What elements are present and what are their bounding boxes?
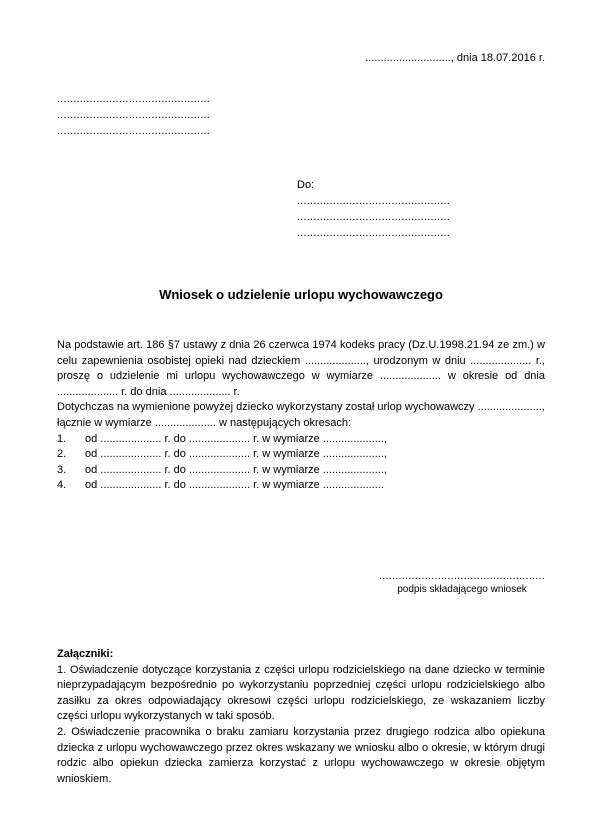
document-title: Wniosek o udzielenie urlopu wychowawczego [159,287,443,302]
period-number: 2. [57,448,67,461]
period-row [57,432,545,448]
recipient-label: Do: [297,179,315,191]
attachment-item: 2. Oświadczenie pracownika o braku zamiaru korzystania przez drugiego rodzica albo opiekuna dziecka z urlopu wychowawczego przez okres wskazany we wniosku albo o okresie, w którym drugi rodzic albo opiekun dziecka zamierza korzystać z urlopu wychowawczego w okresie objętym wnioskiem. [57,725,545,785]
period-row [57,463,545,479]
attachment-item: 1. Oświadczenie dotyczące korzystania z części urlopu rodzicielskiego na dane dziecko w terminie nieprzypadającym bezpośrednio po wykorzystaniu poprzedniej części urlopu rodzicielskiego albo zasiłku za okres odpowiadający okresowi części urlopu rodzicielskiego, ze wskazaniem liczby części urlopu wykorzystanych w taki sposób. [57,663,545,723]
sender-dotted-line: ............................................... [57,109,211,121]
signature-dotted-line: ................................................... [379,569,546,582]
periods-list [57,432,545,494]
attachments-block [57,647,545,787]
paragraph-legal-basis: Na podstawie art. 186 §7 ustawy z dnia 26 czerwca 1974 kodeks pracy (Dz.U.1998.21.94 ze zm.) w celu zapewnienia osobistej opieki nad dzieckiem ...................., urodzonym w dniu .................... r., proszę o udzielenie mi urlopu wychowawczego w wymiarze .................... w okresie od dnia .................... r. do dnia .................... r. [57,339,545,398]
period-number: 4. [57,479,67,492]
recipient-dotted-line: ............................................... [297,211,451,223]
period-number: 1. [57,432,67,445]
signature-label: podpis składającego wniosek [397,583,527,595]
paragraph-usage-intro: Dotychczas na wymienione powyżej dziecko wykorzystany został urlop wychowawczy ....................., łącznie w wymiarze .................... w następujących okresach: [57,401,545,429]
recipient-dotted-line: ............................................... [297,227,451,239]
signature-block [379,570,545,597]
sender-dotted-line: ............................................... [57,125,211,137]
period-text: od .................... r. do .................... r. w wymiarze ...................., [85,448,387,461]
period-text: od .................... r. do .................... r. w wymiarze ...................., [85,432,387,445]
sender-block [57,91,545,139]
date-line: ............................, dnia 18.07.2016 r. [365,52,545,64]
period-row [57,447,545,463]
period-text: od .................... r. do .................... r. w wymiarze ...................., [85,463,387,476]
attachments-heading: Załączniki: [57,647,114,660]
recipient-dotted-line: ............................................... [297,195,451,207]
sender-dotted-line: ............................................... [57,93,211,105]
period-text: od .................... r. do .................... r. w wymiarze .................... [85,479,384,492]
recipient-block [297,177,545,241]
period-number: 3. [57,463,67,476]
period-row [57,478,545,494]
